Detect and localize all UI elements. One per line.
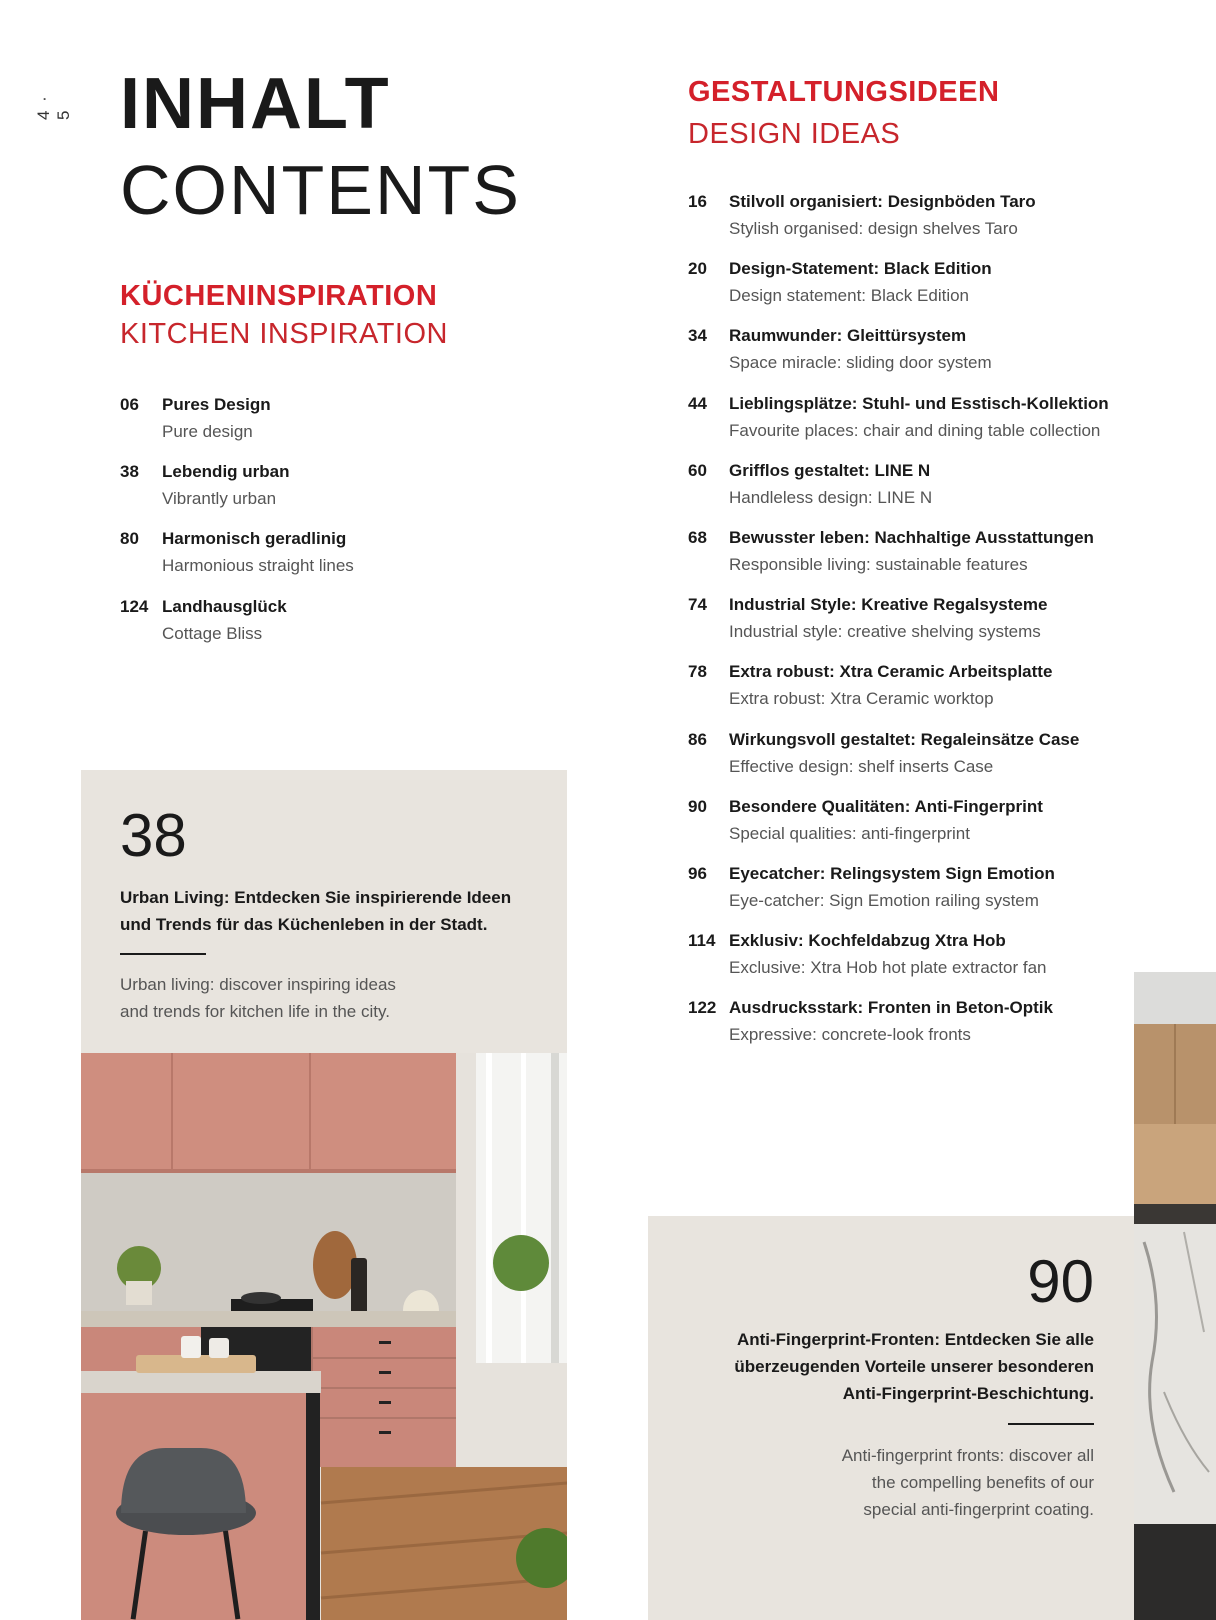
toc-item[interactable] [120, 395, 580, 462]
toc-page: 06 [120, 395, 139, 414]
toc-item[interactable] [688, 394, 1208, 461]
design-toc [688, 192, 1208, 1065]
kitchen-illustration [81, 1053, 567, 1620]
divider [1008, 1423, 1094, 1425]
toc-item[interactable] [120, 462, 580, 529]
toc-title-en: Stylish organised: design shelves Taro [729, 219, 1018, 238]
toc-title-de: Lieblingsplätze: Stuhl- und Esstisch-Kollektion [729, 393, 1109, 413]
toc-item[interactable] [688, 528, 1208, 595]
toc-item[interactable] [120, 529, 580, 596]
feature-text-de-line2: und Trends für das Küchenleben in der Stadt. [120, 915, 488, 934]
kitchen-heading-en: KITCHEN INSPIRATION [120, 318, 448, 350]
toc-title-de: Landhausglück [162, 596, 287, 616]
toc-page: 74 [688, 595, 707, 615]
toc-title-en: Responsible living: sustainable features [729, 554, 1028, 574]
toc-page: 68 [688, 527, 707, 547]
feature-text-de-line1: Anti-Fingerprint-Fronten: Entdecken Sie alle [736, 1330, 1094, 1349]
toc-title-de: Bewusster leben: Nachhaltige Ausstattungen [729, 527, 1094, 547]
divider [120, 953, 206, 955]
toc-title-en: Space miracle: sliding door system [729, 353, 992, 373]
toc-title-de: Stilvoll organisiert: Designböden Taro [729, 192, 1036, 211]
toc-title-en: Pure design [162, 422, 253, 441]
toc-title-de: Pures Design [162, 395, 271, 414]
toc-title-en: Effective design: shelf inserts Case [729, 756, 994, 776]
kitchen-illustration [1134, 972, 1216, 1620]
toc-title-en: Handleless design: LINE N [729, 487, 933, 507]
toc-title-en: Favourite places: chair and dining table collection [729, 420, 1101, 440]
toc-item[interactable] [688, 931, 1208, 998]
toc-title-de: Lebendig urban [162, 462, 290, 482]
feature-page-number: 38 [120, 802, 187, 869]
toc-item[interactable] [120, 597, 580, 664]
feature-text-en-line2: and trends for kitchen life in the city. [120, 1002, 390, 1021]
toc-title-de: Besondere Qualitäten: Anti-Fingerprint [729, 796, 1043, 816]
toc-page: 78 [688, 662, 707, 682]
toc-title-de: Eyecatcher: Relingsystem Sign Emotion [729, 863, 1055, 883]
toc-item[interactable] [688, 662, 1208, 729]
toc-item[interactable] [688, 192, 1208, 259]
feature-box-right [648, 1216, 1134, 1620]
toc-title-en: Design statement: Black Edition [729, 286, 970, 306]
toc-item[interactable] [688, 864, 1208, 931]
feature-text-en-line3: special anti-fingerprint coating. [863, 1500, 1094, 1519]
toc-page: 38 [120, 462, 139, 482]
title-en: CONTENTS [120, 151, 521, 229]
kitchen-heading-de: KÜCHENINSPIRATION [120, 280, 438, 312]
toc-title-de: Industrial Style: Kreative Regalsysteme [729, 595, 1048, 615]
toc-item[interactable] [688, 998, 1208, 1065]
toc-title-de: Grifflos gestaltet: LINE N [729, 460, 931, 480]
page-numbers: 4 · 5 [34, 94, 73, 120]
title-de: INHALT [120, 64, 391, 144]
toc-item[interactable] [688, 730, 1208, 797]
kitchen-toc [120, 395, 580, 664]
toc-item[interactable] [688, 461, 1208, 528]
toc-page: 20 [688, 259, 707, 279]
toc-title-de: Exklusiv: Kochfeldabzug Xtra Hob [729, 931, 1006, 951]
toc-page: 16 [688, 192, 707, 211]
toc-title-en: Special qualities: anti-fingerprint [729, 823, 970, 843]
design-heading-en: DESIGN IDEAS [688, 118, 901, 150]
toc-page: 124 [120, 596, 149, 616]
feature-page-number: 90 [1027, 1248, 1094, 1315]
feature-text-de-line1: Urban Living: Entdecken Sie inspirierende Ideen [120, 888, 512, 907]
toc-title-en: Harmonious straight lines [162, 556, 354, 576]
toc-page: 86 [688, 729, 707, 749]
feature-text-en-line1: Urban living: discover inspiring ideas [120, 975, 396, 994]
toc-title-de: Extra robust: Xtra Ceramic Arbeitsplatte [729, 662, 1053, 682]
feature-text-de-line3: Anti-Fingerprint-Beschichtung. [842, 1384, 1094, 1403]
toc-page: 34 [688, 326, 707, 346]
toc-title-en: Vibrantly urban [162, 489, 277, 509]
toc-page: 44 [688, 393, 707, 413]
kitchen-photo-pink-cabinets [81, 1053, 567, 1620]
toc-title-en: Eye-catcher: Sign Emotion railing system [729, 890, 1039, 910]
toc-title-de: Harmonisch geradlinig [162, 529, 347, 549]
toc-item[interactable] [688, 326, 1208, 393]
toc-title-de: Design-Statement: Black Edition [729, 259, 992, 279]
toc-title-de: Raumwunder: Gleittürsystem [729, 326, 967, 346]
toc-title-de: Wirkungsvoll gestaltet: Regaleinsätze Case [729, 729, 1080, 749]
toc-item[interactable] [688, 259, 1208, 326]
toc-title-en: Exclusive: Xtra Hob hot plate extractor fan [729, 958, 1047, 978]
feature-text-en-line1: Anti-fingerprint fronts: discover all [841, 1446, 1094, 1465]
toc-page: 60 [688, 460, 707, 480]
design-heading-de: GESTALTUNGSIDEEN [688, 76, 1000, 108]
toc-title-en: Industrial style: creative shelving systems [729, 622, 1041, 642]
toc-page: 96 [688, 863, 707, 883]
toc-item[interactable] [688, 595, 1208, 662]
toc-title-en: Expressive: concrete-look fronts [729, 1025, 971, 1045]
toc-title-en: Cottage Bliss [162, 623, 263, 643]
toc-page: 122 [688, 998, 717, 1018]
toc-title-de: Ausdrucksstark: Fronten in Beton-Optik [729, 998, 1053, 1018]
toc-title-en: Extra robust: Xtra Ceramic worktop [729, 689, 994, 709]
toc-page: 90 [688, 796, 707, 816]
feature-text-de-line2: überzeugenden Vorteile unserer besonderen [734, 1357, 1094, 1376]
toc-item[interactable] [688, 797, 1208, 864]
toc-page: 114 [688, 931, 716, 951]
feature-box-left [81, 770, 567, 1053]
toc-page: 80 [120, 529, 139, 549]
kitchen-photo-marble-island [1134, 972, 1216, 1620]
feature-text-en-line2: the compelling benefits of our [871, 1473, 1094, 1492]
